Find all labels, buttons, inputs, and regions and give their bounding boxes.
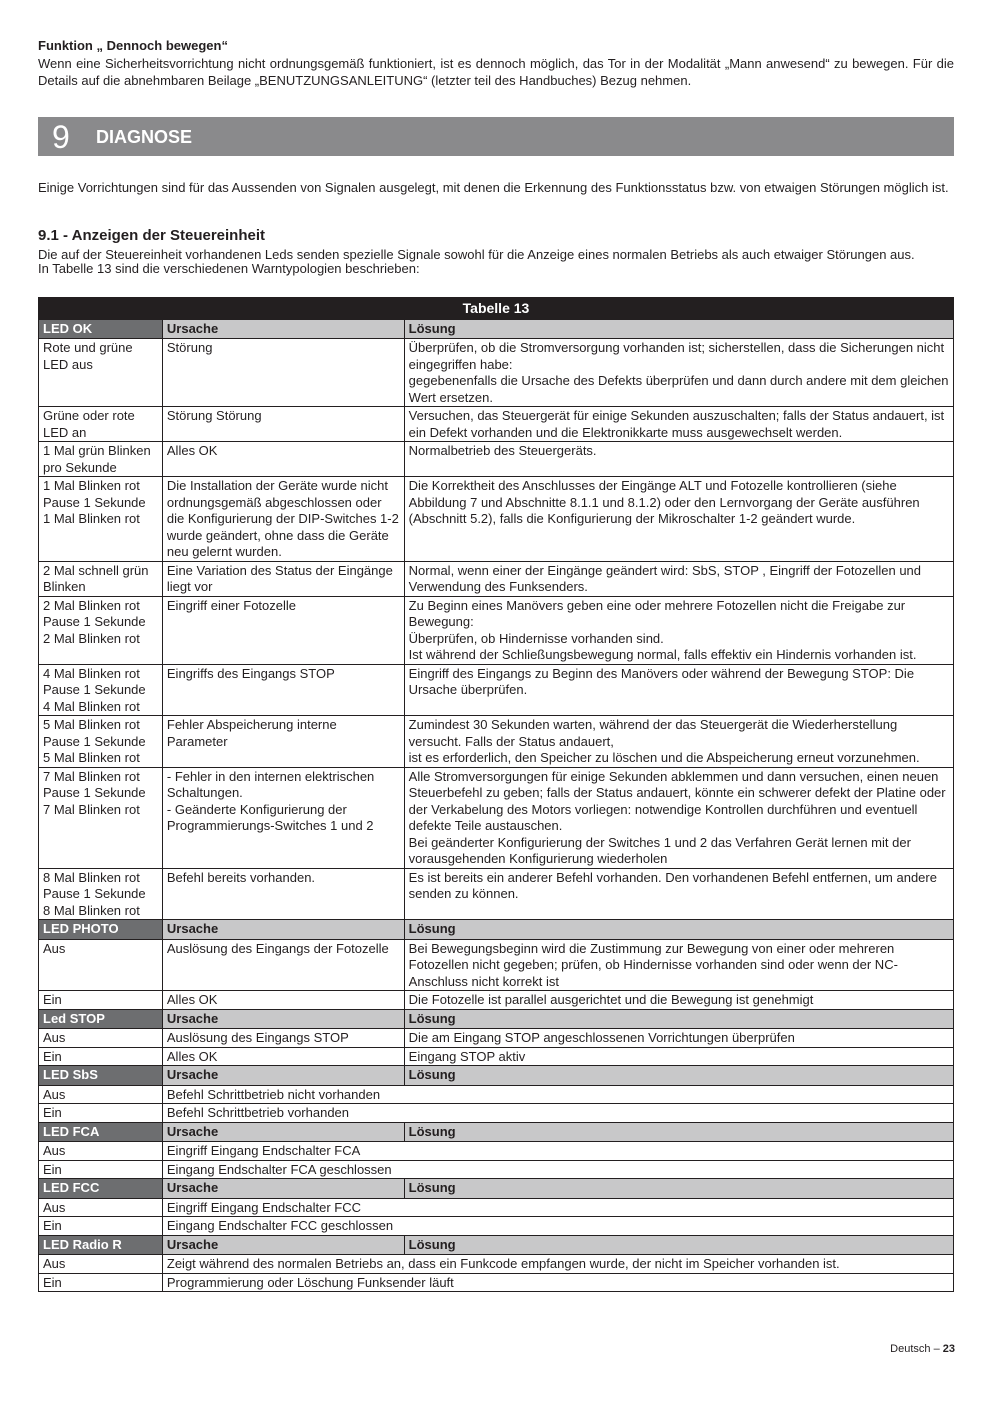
cause-cell: Alles OK (162, 442, 404, 477)
cause-cell: Eingriffs des Eingangs STOP (162, 664, 404, 716)
table-row (39, 1217, 954, 1236)
state-cell: Rote und grüne LED aus (39, 339, 163, 407)
cause-cell: Eingriff Eingang Endschalter FCC (162, 1198, 953, 1217)
state-cell: Ein (39, 1160, 163, 1179)
cause-cell: Befehl Schrittbetrieb nicht vorhanden (162, 1085, 953, 1104)
cause-cell: Die Installation der Geräte wurde nicht ordnungsgemäß abgeschlossen oder die Konfigurierung der DIP-Switches 1-2 wurde geändert, ohne dass die Geräte neu gelernt wurden. (162, 477, 404, 562)
table-row (39, 1273, 954, 1292)
table-row (39, 1029, 954, 1048)
footer-page: 23 (942, 1343, 955, 1355)
state-cell: 8 Mal Blinken rot Pause 1 Sekunde 8 Mal Blinken rot (39, 868, 163, 920)
state-cell: Aus (39, 1198, 163, 1217)
table-row (39, 1142, 954, 1161)
solution-cell: Es ist bereits ein anderer Befehl vorhanden. Den vorhandenen Befehl entfernen, um andere senden zu können. (404, 868, 953, 920)
table-header-row (39, 319, 954, 339)
table-caption: Tabelle 13 (39, 298, 954, 320)
solution-header: Lösung (404, 1235, 953, 1255)
table-row (39, 868, 954, 920)
footer-language: Deutsch – (890, 1343, 943, 1355)
cause-cell: Eingang Endschalter FCA geschlossen (162, 1160, 953, 1179)
led-table (38, 297, 954, 1292)
state-cell: Ein (39, 991, 163, 1010)
table-row (39, 477, 954, 562)
solution-cell: Die am Eingang STOP angeschlossenen Vorrichtungen überprüfen (404, 1029, 953, 1048)
cause-cell: Eingriff Eingang Endschalter FCA (162, 1142, 953, 1161)
subsection-title: 9.1 - Anzeigen der Steuereinheit (38, 227, 265, 244)
cause-header: Ursache (162, 1122, 404, 1142)
table-row (39, 939, 954, 991)
subsection-text-2: In Tabelle 13 sind die verschiedenen Warntypologien beschrieben: (38, 261, 420, 276)
subsection-text-1: Die auf der Steuereinheit vorhandenen Leds senden spezielle Signale sowohl für die Anzeige eines normalen Betriebs als auch etwaiger Störungen aus. (38, 247, 915, 262)
cause-cell: - Fehler in den internen elektrischen Schaltungen. - Geänderte Konfigurierung der Programmierungs-Switches 1 und 2 (162, 767, 404, 868)
solution-cell: Normalbetrieb des Steuergeräts. (404, 442, 953, 477)
section-title: DIAGNOSE (96, 127, 193, 147)
solution-header: Lösung (404, 1179, 953, 1199)
led-name-header: LED OK (39, 319, 163, 339)
state-cell: Grüne oder rote LED an (39, 407, 163, 442)
table-row (39, 716, 954, 768)
state-cell: 7 Mal Blinken rot Pause 1 Sekunde 7 Mal Blinken rot (39, 767, 163, 868)
cause-cell: Auslösung des Eingangs der Fotozelle (162, 939, 404, 991)
cause-cell: Auslösung des Eingangs STOP (162, 1029, 404, 1048)
solution-cell: Die Korrektheit des Anschlusses der Eingänge ALT und Fotozelle kontrollieren (siehe Abbildung 7 und Abschnitte 8.1.1 und 8.1.2) oder den Lernvorgang der Geräte ausführen (Abschnitt 5.2), falls die Konfigurierung der Mikroschalter 1-2 geändert wurde. (404, 477, 953, 562)
cause-cell: Fehler Abspeicherung interne Parameter (162, 716, 404, 768)
cause-cell: Alles OK (162, 991, 404, 1010)
solution-header: Lösung (404, 920, 953, 940)
state-cell: Ein (39, 1217, 163, 1236)
cause-header: Ursache (162, 1235, 404, 1255)
table-row (39, 442, 954, 477)
section-banner (38, 117, 954, 156)
state-cell: Aus (39, 939, 163, 991)
table-header-row (39, 920, 954, 940)
cause-header: Ursache (162, 1179, 404, 1199)
state-cell: 2 Mal schnell grün Blinken (39, 561, 163, 596)
state-cell: Aus (39, 1255, 163, 1274)
state-cell: Ein (39, 1273, 163, 1292)
table-row (39, 1255, 954, 1274)
diagnose-text: Einige Vorrichtungen sind für das Aussenden von Signalen ausgelegt, mit denen die Erkennung des Funktionsstatus bzw. von etwaigen Störungen möglich ist. (38, 180, 949, 195)
cause-cell: Eingriff einer Fotozelle (162, 596, 404, 664)
state-cell: Aus (39, 1142, 163, 1161)
cause-header: Ursache (162, 1066, 404, 1086)
table-header-row (39, 1066, 954, 1086)
led-name-header: LED FCC (39, 1179, 163, 1199)
table-row (39, 1047, 954, 1066)
table-header-row (39, 1122, 954, 1142)
table-row (39, 1198, 954, 1217)
solution-header: Lösung (404, 319, 953, 339)
led-name-header: Led STOP (39, 1009, 163, 1029)
state-cell: 1 Mal grün Blinken pro Sekunde (39, 442, 163, 477)
cause-cell: Programmierung oder Löschung Funksender läuft (162, 1273, 953, 1292)
state-cell: Ein (39, 1104, 163, 1123)
cause-cell: Befehl Schrittbetrieb vorhanden (162, 1104, 953, 1123)
cause-cell: Befehl bereits vorhanden. (162, 868, 404, 920)
solution-cell: Zumindest 30 Sekunden warten, während der das Steuergerät die Wiederherstellung versucht. Falls der Status andauert, ist es erforderlich, den Speicher zu löschen und die Abspeicherung erneut vorzunehmen. (404, 716, 953, 768)
solution-cell: Die Fotozelle ist parallel ausgerichtet und die Bewegung ist genehmigt (404, 991, 953, 1010)
table-row (39, 664, 954, 716)
cause-header: Ursache (162, 319, 404, 339)
table-row (39, 991, 954, 1010)
table-row (39, 561, 954, 596)
table-row (39, 1085, 954, 1104)
state-cell: 1 Mal Blinken rot Pause 1 Sekunde 1 Mal Blinken rot (39, 477, 163, 562)
led-name-header: LED PHOTO (39, 920, 163, 940)
cause-cell: Alles OK (162, 1047, 404, 1066)
cause-cell: Störung (162, 339, 404, 407)
state-cell: Aus (39, 1029, 163, 1048)
solution-cell: Eingang STOP aktiv (404, 1047, 953, 1066)
table-row (39, 1104, 954, 1123)
page-number (890, 1343, 955, 1355)
section-number: 9 (52, 119, 70, 155)
led-name-header: LED Radio R (39, 1235, 163, 1255)
table-caption-row (39, 298, 954, 320)
solution-header: Lösung (404, 1122, 953, 1142)
state-cell: 4 Mal Blinken rot Pause 1 Sekunde 4 Mal Blinken rot (39, 664, 163, 716)
state-cell: Ein (39, 1047, 163, 1066)
solution-cell: Eingriff des Eingangs zu Beginn des Manövers oder während der Bewegung STOP: Die Ursache überprüfen. (404, 664, 953, 716)
table-row (39, 339, 954, 407)
solution-cell: Versuchen, das Steuergerät für einige Sekunden auszuschalten; falls der Status andauert, ist ein Defekt vorhanden und die Elektronikkarte muss ausgewechselt werden. (404, 407, 953, 442)
table-row (39, 596, 954, 664)
table-row (39, 1160, 954, 1179)
solution-cell: Zu Beginn eines Manövers geben eine oder mehrere Fotozellen nicht die Freigabe zur Bewegung: Überprüfen, ob Hindernisse vorhanden sind. Ist während der Schließungsbewegung normal, falls effektiv ein Hindernis vorhanden ist. (404, 596, 953, 664)
table-header-row (39, 1009, 954, 1029)
solution-cell: Alle Stromversorgungen für einige Sekunden abklemmen und dann versuchen, einen neuen Steuerbefehl zu geben; falls der Status andauert, könnte ein schwerer defekt der Platine oder der Verkabelung des Motors vorliegen: notwendige Kontrollen durchführen und eventuell defekte Teile austauschen. Bei geänderter Konfigurierung der Switches 1 und 2 das Verfahren Gerät lernen mit der vorausgehenden Konfigurierung wiederholen (404, 767, 953, 868)
solution-cell: Bei Bewegungsbeginn wird die Zustimmung zur Bewegung von einer oder mehreren Fotozellen nicht gegeben; prüfen, ob Hindernisse vorhanden sind oder wenn der NC-Anschluss nicht korrekt ist (404, 939, 953, 991)
table-header-row (39, 1235, 954, 1255)
cause-cell: Zeigt während des normalen Betriebs an, dass ein Funkcode empfangen wurde, der nicht im Speicher vorhanden ist. (162, 1255, 953, 1274)
cause-cell: Eingang Endschalter FCC geschlossen (162, 1217, 953, 1236)
subsection-text (38, 248, 954, 276)
table-row (39, 407, 954, 442)
state-cell: 5 Mal Blinken rot Pause 1 Sekunde 5 Mal Blinken rot (39, 716, 163, 768)
state-cell: 2 Mal Blinken rot Pause 1 Sekunde 2 Mal Blinken rot (39, 596, 163, 664)
cause-header: Ursache (162, 920, 404, 940)
cause-header: Ursache (162, 1009, 404, 1029)
solution-header: Lösung (404, 1009, 953, 1029)
table-row (39, 767, 954, 868)
cause-cell: Eine Variation des Status der Eingänge liegt vor (162, 561, 404, 596)
led-name-header: LED SbS (39, 1066, 163, 1086)
table-header-row (39, 1179, 954, 1199)
intro-text: Wenn eine Sicherheitsvorrichtung nicht ordnungsgemäß funktioniert, ist es dennoch möglich, das Tor in der Modalität „Mann anwesend“ zu bewegen. Für die Details auf die abnehmbaren Beilage „BENUTZUNGSANLEITUNG“ (letzter teil des Handbuches) Bezug nehmen. (38, 56, 954, 88)
solution-cell: Überprüfen, ob die Stromversorgung vorhanden ist; sicherstellen, dass die Sicherungen nicht eingegriffen habe: gegebenenfalls die Ursache des Defekts überprüfen und dann durch andere mit dem gleichen Wert ersetzen. (404, 339, 953, 407)
solution-cell: Normal, wenn einer der Eingänge geändert wird: SbS, STOP , Eingriff der Fotozellen und Verwendung des Funksenders. (404, 561, 953, 596)
cause-cell: Störung Störung (162, 407, 404, 442)
intro-title: Funktion „ Dennoch bewegen“ (38, 38, 228, 53)
state-cell: Aus (39, 1085, 163, 1104)
solution-header: Lösung (404, 1066, 953, 1086)
led-name-header: LED FCA (39, 1122, 163, 1142)
